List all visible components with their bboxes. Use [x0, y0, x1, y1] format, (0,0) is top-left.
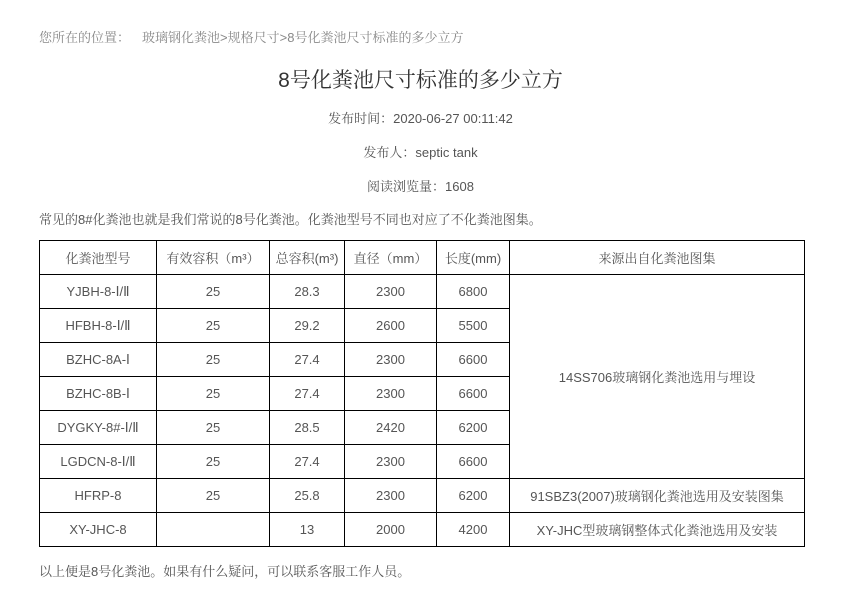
cell-model: LGDCN-8-Ⅰ/Ⅱ — [40, 445, 157, 479]
cell-diameter: 2300 — [345, 377, 437, 411]
cell-effective: 25 — [157, 275, 270, 309]
cell-diameter: 2600 — [345, 309, 437, 343]
author: 发布人：septic tank — [363, 145, 478, 160]
cell-model: HFRP-8 — [40, 479, 157, 513]
header-total-volume: 总容积(m³) — [270, 241, 345, 275]
cell-model: XY-JHC-8 — [40, 513, 157, 547]
cell-diameter: 2300 — [345, 275, 437, 309]
cell-length: 6200 — [437, 411, 510, 445]
cell-source: 91SBZ3(2007)玻璃钢化粪池选用及安装图集 — [510, 479, 805, 513]
cell-total: 13 — [270, 513, 345, 547]
breadcrumb-label: 您所在的位置： — [39, 30, 131, 45]
table-header-row — [40, 241, 805, 275]
cell-diameter: 2420 — [345, 411, 437, 445]
cell-effective: 25 — [157, 411, 270, 445]
header-source: 来源出自化粪池图集 — [510, 241, 805, 275]
cell-length: 6800 — [437, 275, 510, 309]
cell-effective: 25 — [157, 343, 270, 377]
table-row — [40, 479, 805, 513]
cell-total: 27.4 — [270, 377, 345, 411]
cell-model: BZHC-8B-Ⅰ — [40, 377, 157, 411]
cell-source: XY-JHC型玻璃钢整体式化粪池选用及安装 — [510, 513, 805, 547]
cell-length: 5500 — [437, 309, 510, 343]
view-count: 阅读浏览量：1608 — [367, 179, 474, 194]
cell-diameter: 2300 — [345, 343, 437, 377]
breadcrumb-link-specs[interactable]: 规格尺寸 — [227, 30, 280, 45]
cell-diameter: 2300 — [345, 445, 437, 479]
cell-effective: 25 — [157, 309, 270, 343]
cell-diameter: 2300 — [345, 479, 437, 513]
cell-effective: 25 — [157, 377, 270, 411]
cell-length: 6600 — [437, 445, 510, 479]
cell-source: 14SS706玻璃钢化粪池选用与埋设 — [510, 275, 805, 479]
cell-total: 25.8 — [270, 479, 345, 513]
header-model: 化粪池型号 — [40, 241, 157, 275]
cell-effective: 25 — [157, 479, 270, 513]
cell-length: 6200 — [437, 479, 510, 513]
table-row — [40, 513, 805, 547]
cell-model: HFBH-8-Ⅰ/Ⅱ — [40, 309, 157, 343]
spec-table — [39, 240, 805, 547]
cell-length: 6600 — [437, 343, 510, 377]
cell-total: 29.2 — [270, 309, 345, 343]
breadcrumb-separator: > — [220, 30, 228, 45]
cell-length: 4200 — [437, 513, 510, 547]
cell-total: 28.3 — [270, 275, 345, 309]
cell-model: DYGKY-8#-Ⅰ/Ⅱ — [40, 411, 157, 445]
breadcrumb-separator: > — [279, 30, 288, 45]
cell-total: 27.4 — [270, 343, 345, 377]
publish-time: 发布时间：2020-06-27 00:11:42 — [328, 111, 513, 126]
table-row — [40, 275, 805, 309]
cell-total: 27.4 — [270, 445, 345, 479]
outro-paragraph: 以上便是8号化粪池。如果有什么疑问，可以联系客服工作人员。 — [39, 564, 411, 579]
page-title: 8号化粪池尺寸标准的多少立方 — [278, 69, 563, 92]
cell-model: YJBH-8-Ⅰ/Ⅱ — [40, 275, 157, 309]
breadcrumb-link-fiberglass-tank[interactable]: 玻璃钢化粪池 — [142, 30, 221, 45]
header-diameter: 直径（mm） — [345, 241, 437, 275]
cell-diameter: 2000 — [345, 513, 437, 547]
cell-effective: 25 — [157, 445, 270, 479]
cell-effective — [157, 513, 270, 547]
cell-model: BZHC-8A-Ⅰ — [40, 343, 157, 377]
cell-length: 6600 — [437, 377, 510, 411]
intro-paragraph: 常见的8#化粪池也就是我们常说的8号化粪池。化粪池型号不同也对应了不化粪池图集。 — [39, 212, 542, 227]
cell-total: 28.5 — [270, 411, 345, 445]
breadcrumb-link-current[interactable]: 8号化粪池尺寸标准的多少立方 — [287, 30, 464, 45]
header-effective-volume: 有效容积（m³） — [157, 241, 270, 275]
header-length: 长度(mm) — [437, 241, 510, 275]
breadcrumb — [39, 27, 463, 46]
